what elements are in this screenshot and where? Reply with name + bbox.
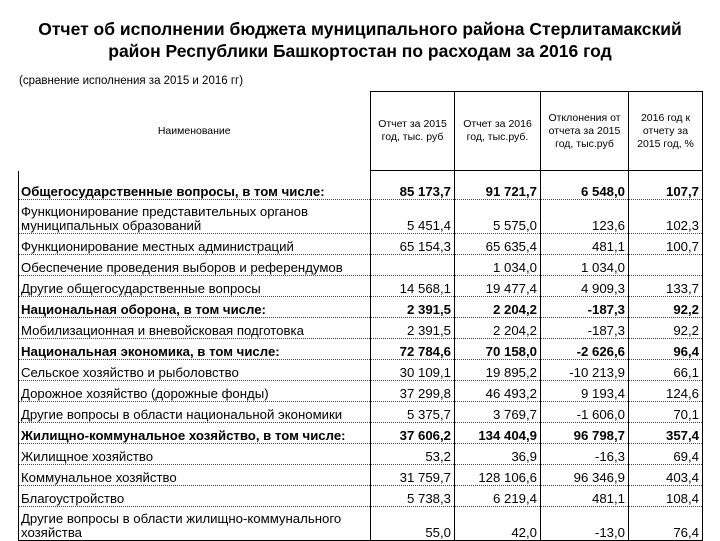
deviation: 481,1 [541,486,629,507]
percent: 124,6 [629,381,703,402]
percent: 403,4 [629,465,703,486]
table-row [19,423,703,444]
row-name: Обеспечение проведения выборов и референдумов [19,255,371,276]
value-2016: 134 404,9 [455,423,541,444]
table-row [19,179,703,200]
percent: 100,7 [629,234,703,255]
table-row [19,234,703,255]
spacer-cell [541,171,629,180]
spacer-cell [19,171,371,180]
value-2016: 46 493,2 [455,381,541,402]
table-row [19,255,703,276]
deviation: -13,0 [541,507,629,541]
table-row [19,318,703,339]
row-name: Сельское хозяйство и рыболовство [19,360,371,381]
percent: 76,4 [629,507,703,541]
percent: 66,1 [629,360,703,381]
table-row [19,486,703,507]
percent: 96,4 [629,339,703,360]
value-2016: 36,9 [455,444,541,465]
value-2015: 30 109,1 [371,360,455,381]
value-2015: 14 568,1 [371,276,455,297]
value-2016: 91 721,7 [455,179,541,200]
value-2016: 128 106,6 [455,465,541,486]
deviation: 96 346,9 [541,465,629,486]
row-name: Другие общегосударственные вопросы [19,276,371,297]
value-2015: 65 154,3 [371,234,455,255]
row-name: Коммунальное хозяйство [19,465,371,486]
header-percent: 2016 год к отчету за 2015 год, % [629,92,703,171]
percent: 92,2 [629,297,703,318]
deviation: 481,1 [541,234,629,255]
deviation: 1 034,0 [541,255,629,276]
value-2016: 19 895,2 [455,360,541,381]
row-name: Общегосударственные вопросы, в том числе: [19,179,371,200]
row-name: Жилищно-коммунальное хозяйство, в том числе: [19,423,371,444]
percent: 70,1 [629,402,703,423]
spacer-cell [455,171,541,180]
row-name: Благоустройство [19,486,371,507]
percent: 107,7 [629,179,703,200]
deviation: 9 193,4 [541,381,629,402]
report-subtitle: (сравнение исполнения за 2015 и 2016 гг) [19,75,244,87]
table-row [19,402,703,423]
value-2016: 1 034,0 [455,255,541,276]
table-row [19,507,703,541]
deviation: 4 909,3 [541,276,629,297]
value-2015: 85 173,7 [371,179,455,200]
title-line-2: район Республики Башкортостан по расходам за 2016 год [108,41,612,61]
spacer-cell [371,171,455,180]
percent: 102,3 [629,200,703,234]
value-2016: 2 204,2 [455,318,541,339]
value-2016: 19 477,4 [455,276,541,297]
table-header-row [19,92,703,171]
row-name: Функционирование представительных органов муниципальных образований [19,200,371,234]
percent: 92,2 [629,318,703,339]
header-report-2015: Отчет за 2015 год, тыс. руб [371,92,455,171]
value-2016: 70 158,0 [455,339,541,360]
report-title [0,18,720,62]
value-2015: 37 606,2 [371,423,455,444]
budget-table [18,91,703,541]
value-2015: 31 759,7 [371,465,455,486]
value-2015: 2 391,5 [371,318,455,339]
deviation: -187,3 [541,318,629,339]
value-2015: 53,2 [371,444,455,465]
table-row [19,339,703,360]
header-report-2016: Отчет за 2016 год, тыс.руб. [455,92,541,171]
table-body [19,171,703,541]
value-2015: 72 784,6 [371,339,455,360]
spacer-row [19,171,703,180]
deviation: 6 548,0 [541,179,629,200]
table-row [19,360,703,381]
row-name: Национальная оборона, в том числе: [19,297,371,318]
table-row [19,276,703,297]
table-row [19,465,703,486]
deviation: -187,3 [541,297,629,318]
value-2015: 55,0 [371,507,455,541]
table-row [19,200,703,234]
value-2016: 42,0 [455,507,541,541]
value-2016: 3 769,7 [455,402,541,423]
value-2016: 2 204,2 [455,297,541,318]
row-name: Национальная экономика, в том числе: [19,339,371,360]
deviation: -10 213,9 [541,360,629,381]
percent: 108,4 [629,486,703,507]
value-2015: 5 375,7 [371,402,455,423]
table-row [19,444,703,465]
deviation: -1 606,0 [541,402,629,423]
row-name: Функционирование местных администраций [19,234,371,255]
value-2015: 37 299,8 [371,381,455,402]
spacer-cell [629,171,703,180]
table-row [19,381,703,402]
row-name: Мобилизационная и вневойсковая подготовка [19,318,371,339]
deviation: -16,3 [541,444,629,465]
percent [629,255,703,276]
row-name: Дорожное хозяйство (дорожные фонды) [19,381,371,402]
row-name: Другие вопросы в области национальной экономики [19,402,371,423]
deviation: -2 626,6 [541,339,629,360]
deviation: 96 798,7 [541,423,629,444]
value-2015: 5 451,4 [371,200,455,234]
row-name: Другие вопросы в области жилищно-коммунального хозяйства [19,507,371,541]
header-deviation: Отклонения от отчета за 2015 год, тыс.руб [541,92,629,171]
value-2016: 65 635,4 [455,234,541,255]
value-2015: 2 391,5 [371,297,455,318]
table-row [19,297,703,318]
header-name: Наименование [157,124,231,137]
value-2016: 6 219,4 [455,486,541,507]
deviation: 123,6 [541,200,629,234]
value-2015: 5 738,3 [371,486,455,507]
value-2016: 5 575,0 [455,200,541,234]
percent: 133,7 [629,276,703,297]
percent: 357,4 [629,423,703,444]
percent: 69,4 [629,444,703,465]
value-2015 [371,255,455,276]
title-line-1: Отчет об исполнении бюджета муниципального района Стерлитамакский [38,19,682,39]
row-name: Жилищное хозяйство [19,444,371,465]
